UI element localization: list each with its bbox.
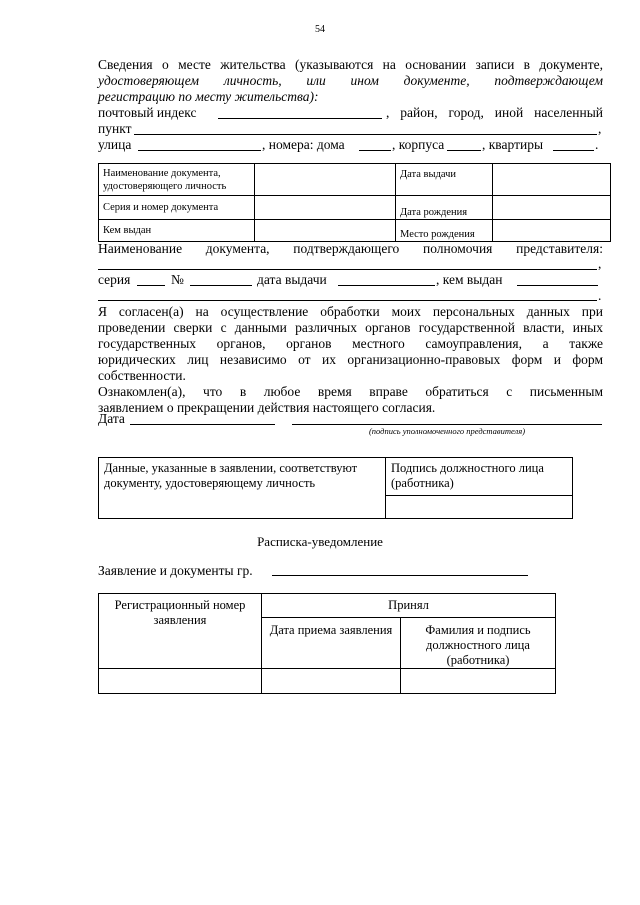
postal-label: почтовый индекс [98,105,197,120]
series-number-value[interactable] [255,196,396,220]
street-label: улица [98,137,132,152]
apartment-field[interactable] [553,150,594,151]
accept-date-value[interactable] [262,669,401,694]
building-field[interactable] [447,150,481,151]
official-signature-label: Подпись должностного лица (работника) [386,458,573,496]
birth-place-cell: Место рождения [396,220,493,242]
rep-issued-by-period: . [598,288,602,303]
reg-number-value[interactable] [99,669,262,694]
rep-issued-by-field[interactable] [517,285,598,286]
postal-index-field[interactable] [218,118,382,119]
locality-label: пункт [98,121,132,136]
consent-line-4: юридических лиц независимо от их организационно-правовых форм и форм [98,352,603,367]
applicant-label: Заявление и документы гр. [98,563,253,578]
accepted-header: Принял [262,594,556,618]
birth-date-value[interactable] [493,196,611,220]
house-field[interactable] [359,150,391,151]
id-document-table [98,163,611,242]
rep-series-label: серия [98,272,131,287]
applicant-name-field[interactable] [272,575,528,576]
residence-line-1: Сведения о месте жительства (указываются на основании записи в документе, [98,57,603,72]
verification-left-cell: Данные, указанные в заявлении, соответствуют документу, удостоверяющему личность [99,458,386,519]
birth-date-cell: Дата рождения [396,196,493,220]
official-signature-field[interactable] [386,496,573,519]
house-label: , номера: дома [262,137,345,152]
rep-issue-date-label: дата выдачи [257,272,327,287]
consent-line-2: проведении сверки с данными различных органов государственной власти, иных [98,320,603,335]
locality-comma: , [598,121,602,136]
representative-doc-comma: , [598,256,602,271]
consent-line-5: собственности. [98,368,186,383]
signature-field[interactable] [292,424,602,425]
rep-series-field[interactable] [137,285,165,286]
rep-number-field[interactable] [190,285,252,286]
representative-doc-label: Наименование документа, подтверждающего полномочия представителя: [98,241,603,256]
residence-line-3: регистрацию по месту жительства): [98,89,319,104]
date-field[interactable] [130,424,275,425]
official-value[interactable] [401,669,556,694]
rep-number-label: № [171,272,184,287]
building-label: , корпуса [392,137,445,152]
apartment-period: . [595,137,599,152]
receipt-title: Расписка-уведомление [257,534,383,549]
rep-issued-by-field-2[interactable] [98,300,597,301]
reg-number-header: Регистрационный номер заявления [99,594,262,669]
consent-line-1: Я согласен(а) на осуществление обработки моих персональных данных при [98,304,603,319]
series-number-cell: Серия и номер документа [99,196,255,220]
accept-date-header: Дата приема заявления [262,618,401,669]
issue-date-cell: Дата выдачи [396,164,493,196]
aware-line-2: заявлением о прекращении действия настоящего согласия. [98,400,436,415]
page-number: 54 [315,24,325,35]
doc-name-value[interactable] [255,164,396,196]
residence-line-2: удостоверяющем личность, или ином документе, подтверждающем [98,73,603,88]
receipt-table [98,593,556,694]
issued-by-cell: Кем выдан [99,220,255,242]
rep-issued-by-label: , кем выдан [436,272,503,287]
date-label: Дата [98,411,125,426]
street-field[interactable] [138,150,261,151]
issue-date-value[interactable] [493,164,611,196]
locality-field[interactable] [134,134,597,135]
district-label: , район, город, иной населенный [386,105,603,120]
issued-by-value[interactable] [255,220,396,242]
consent-line-3: государственных органов, органов местного самоуправления, а также [98,336,603,351]
verification-table [98,457,573,519]
official-header: Фамилия и подпись должностного лица (работника) [401,618,556,669]
birth-place-value[interactable] [493,220,611,242]
apartment-label: , квартиры [482,137,544,152]
representative-doc-field[interactable] [98,269,597,270]
aware-line-1: Ознакомлен(а), что в любое время вправе обратиться с письменным [98,384,603,399]
doc-name-cell: Наименование документа, удостоверяющего личность [99,164,255,196]
rep-issue-date-field[interactable] [338,285,435,286]
signature-caption: (подпись уполномоченного представителя) [368,426,526,436]
